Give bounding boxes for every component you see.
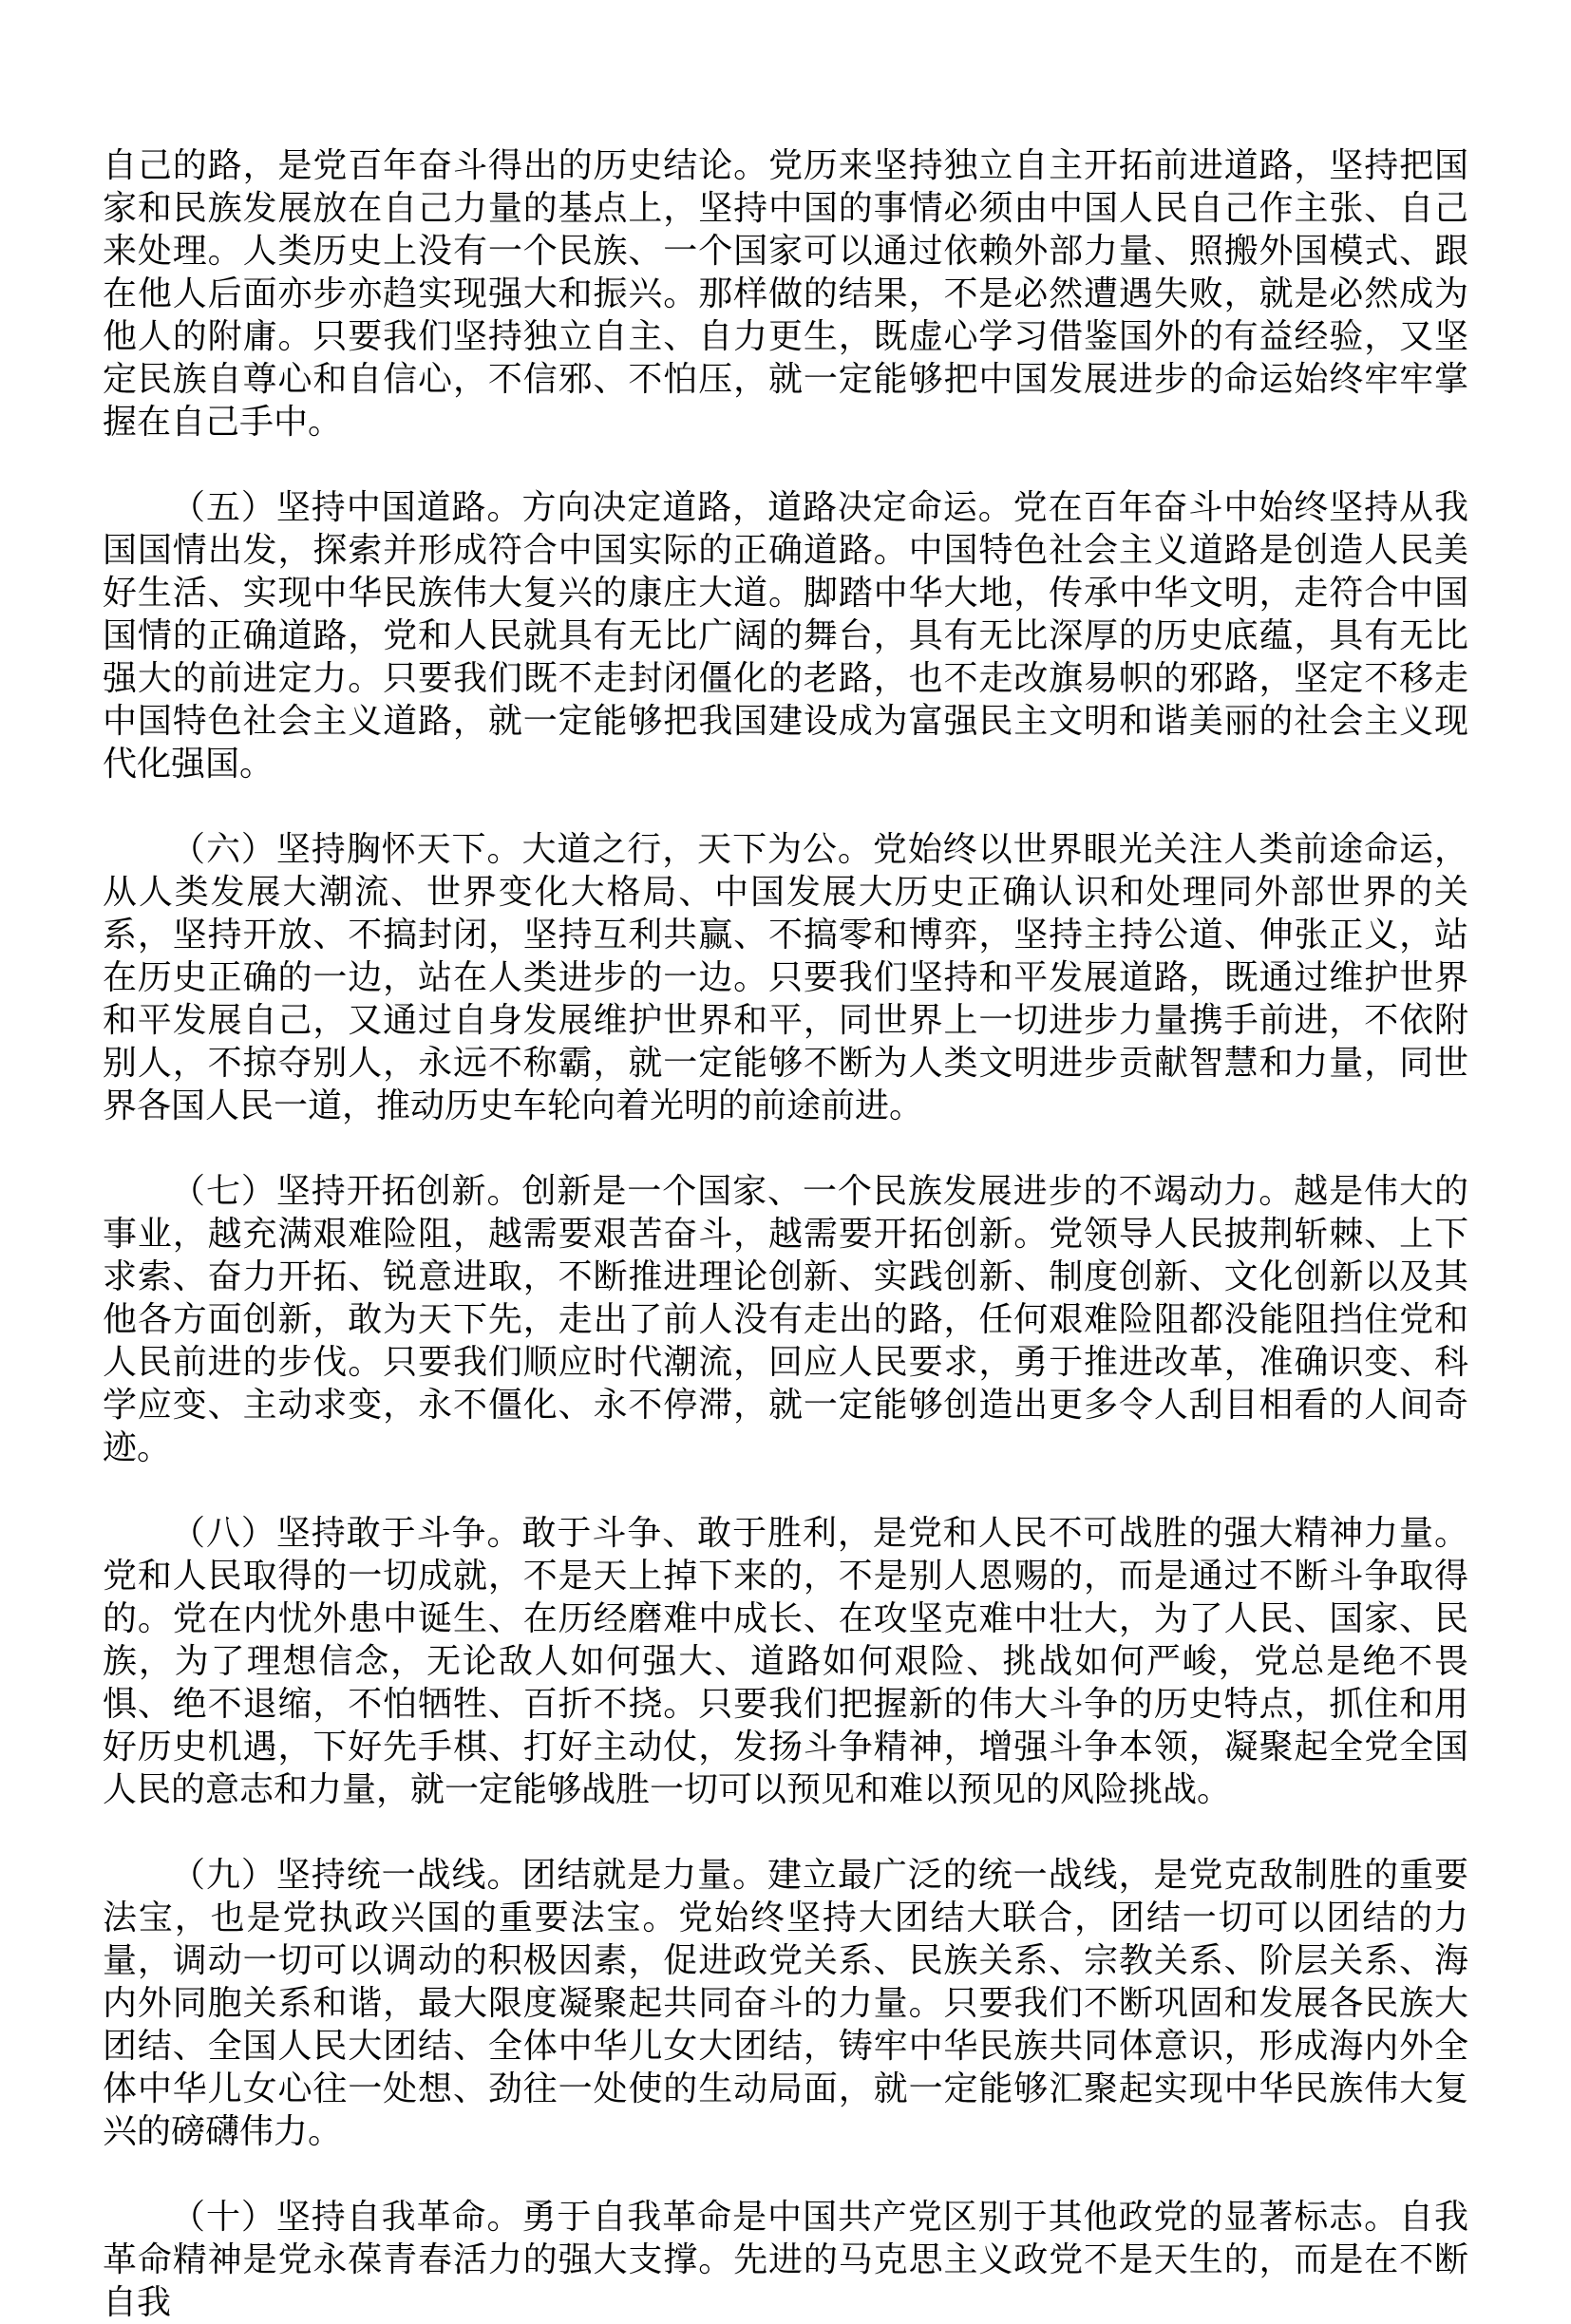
paragraph-item-8: （八）坚持敢于斗争。敢于斗争、敢于胜利，是党和人民不可战胜的强大精神力量。党和人民取得的一切成就，不是天上掉下来的，不是别人恩赐的，而是通过不断斗争取得的。党在内忧外患中诞生、在历经磨难中成长、在攻坚克难中壮大，为了人民、国家、民族，为了理想信念，无论敌人如何强大、道路如何艰险、挑战如何严峻，党总是绝不畏惧、绝不退缩，不怕牺牲、百折不挠。只要我们把握新的伟大斗争的历史特点，抓住和用好历史机遇，下好先手棋、打好主动仗，发扬斗争精神，增强斗争本领，凝聚起全党全国人民的意志和力量，就一定能够战胜一切可以预见和难以预见的风险挑战。 <box>103 1514 1468 1808</box>
paragraph-item-9: （九）坚持统一战线。团结就是力量。建立最广泛的统一战线，是党克敌制胜的重要法宝，也是党执政兴国的重要法宝。党始终坚持大团结大联合，团结一切可以团结的力量，调动一切可以调动的积极因素，促进政党关系、民族关系、宗教关系、阶层关系、海内外同胞关系和谐，最大限度凝聚起共同奋斗的力量。只要我们不断巩固和发展各民族大团结、全国人民大团结、全体中华儿女大团结，铸牢中华民族共同体意识，形成海内外全体中华儿女心往一处想、劲往一处使的生动局面，就一定能够汇聚起实现中华民族伟大复兴的磅礴伟力。 <box>103 1856 1468 2150</box>
paragraph-item-6: （六）坚持胸怀天下。大道之行，天下为公。党始终以世界眼光关注人类前途命运，从人类发展大潮流、世界变化大格局、中国发展大历史正确认识和处理同外部世界的关系，坚持开放、不搞封闭，坚持互利共赢、不搞零和博弈，坚持主持公道、伸张正义，站在历史正确的一边，站在人类进步的一边。只要我们坚持和平发展道路，既通过维护世界和平发展自己，又通过自身发展维护世界和平，同世界上一切进步力量携手前进，不依附别人，不掠夺别人，永远不称霸，就一定能够不断为人类文明进步贡献智慧和力量，同世界各国人民一道，推动历史车轮向着光明的前途前进。 <box>103 830 1468 1124</box>
paragraph-continuation: 自己的路，是党百年奋斗得出的历史结论。党历来坚持独立自主开拓前进道路，坚持把国家和民族发展放在自己力量的基点上，坚持中国的事情必须由中国人民自己作主张、自己来处理。人类历史上没有一个民族、一个国家可以通过依赖外部力量、照搬外国模式、跟在他人后面亦步亦趋实现强大和振兴。那样做的结果，不是必然遭遇失败，就是必然成为他人的附庸。只要我们坚持独立自主、自力更生，既虚心学习借鉴国外的有益经验，又坚定民族自尊心和自信心，不信邪、不怕压，就一定能够把中国发展进步的命运始终牢牢掌握在自己手中。 <box>103 146 1468 441</box>
paragraph-item-5: （五）坚持中国道路。方向决定道路，道路决定命运。党在百年奋斗中始终坚持从我国国情出发，探索并形成符合中国实际的正确道路。中国特色社会主义道路是创造人民美好生活、实现中华民族伟大复兴的康庄大道。脚踏中华大地，传承中华文明，走符合中国国情的正确道路，党和人民就具有无比广阔的舞台，具有无比深厚的历史底蕴，具有无比强大的前进定力。只要我们既不走封闭僵化的老路，也不走改旗易帜的邪路，坚定不移走中国特色社会主义道路，就一定能够把我国建设成为富强民主文明和谐美丽的社会主义现代化强国。 <box>103 488 1468 783</box>
paragraph-item-7: （七）坚持开拓创新。创新是一个国家、一个民族发展进步的不竭动力。越是伟大的事业，越充满艰难险阻，越需要艰苦奋斗，越需要开拓创新。党领导人民披荆斩棘、上下求索、奋力开拓、锐意进取，不断推进理论创新、实践创新、制度创新、文化创新以及其他各方面创新，敢为天下先，走出了前人没有走出的路，任何艰难险阻都没能阻挡住党和人民前进的步伐。只要我们顺应时代潮流，回应人民要求，勇于推进改革，准确识变、科学应变、主动求变，永不僵化、永不停滞，就一定能够创造出更多令人刮目相看的人间奇迹。 <box>103 1172 1468 1466</box>
paragraph-item-10: （十）坚持自我革命。勇于自我革命是中国共产党区别于其他政党的显著标志。自我革命精神是党永葆青春活力的强大支撑。先进的马克思主义政党不是天生的，而是在不断自我 <box>103 2198 1468 2321</box>
